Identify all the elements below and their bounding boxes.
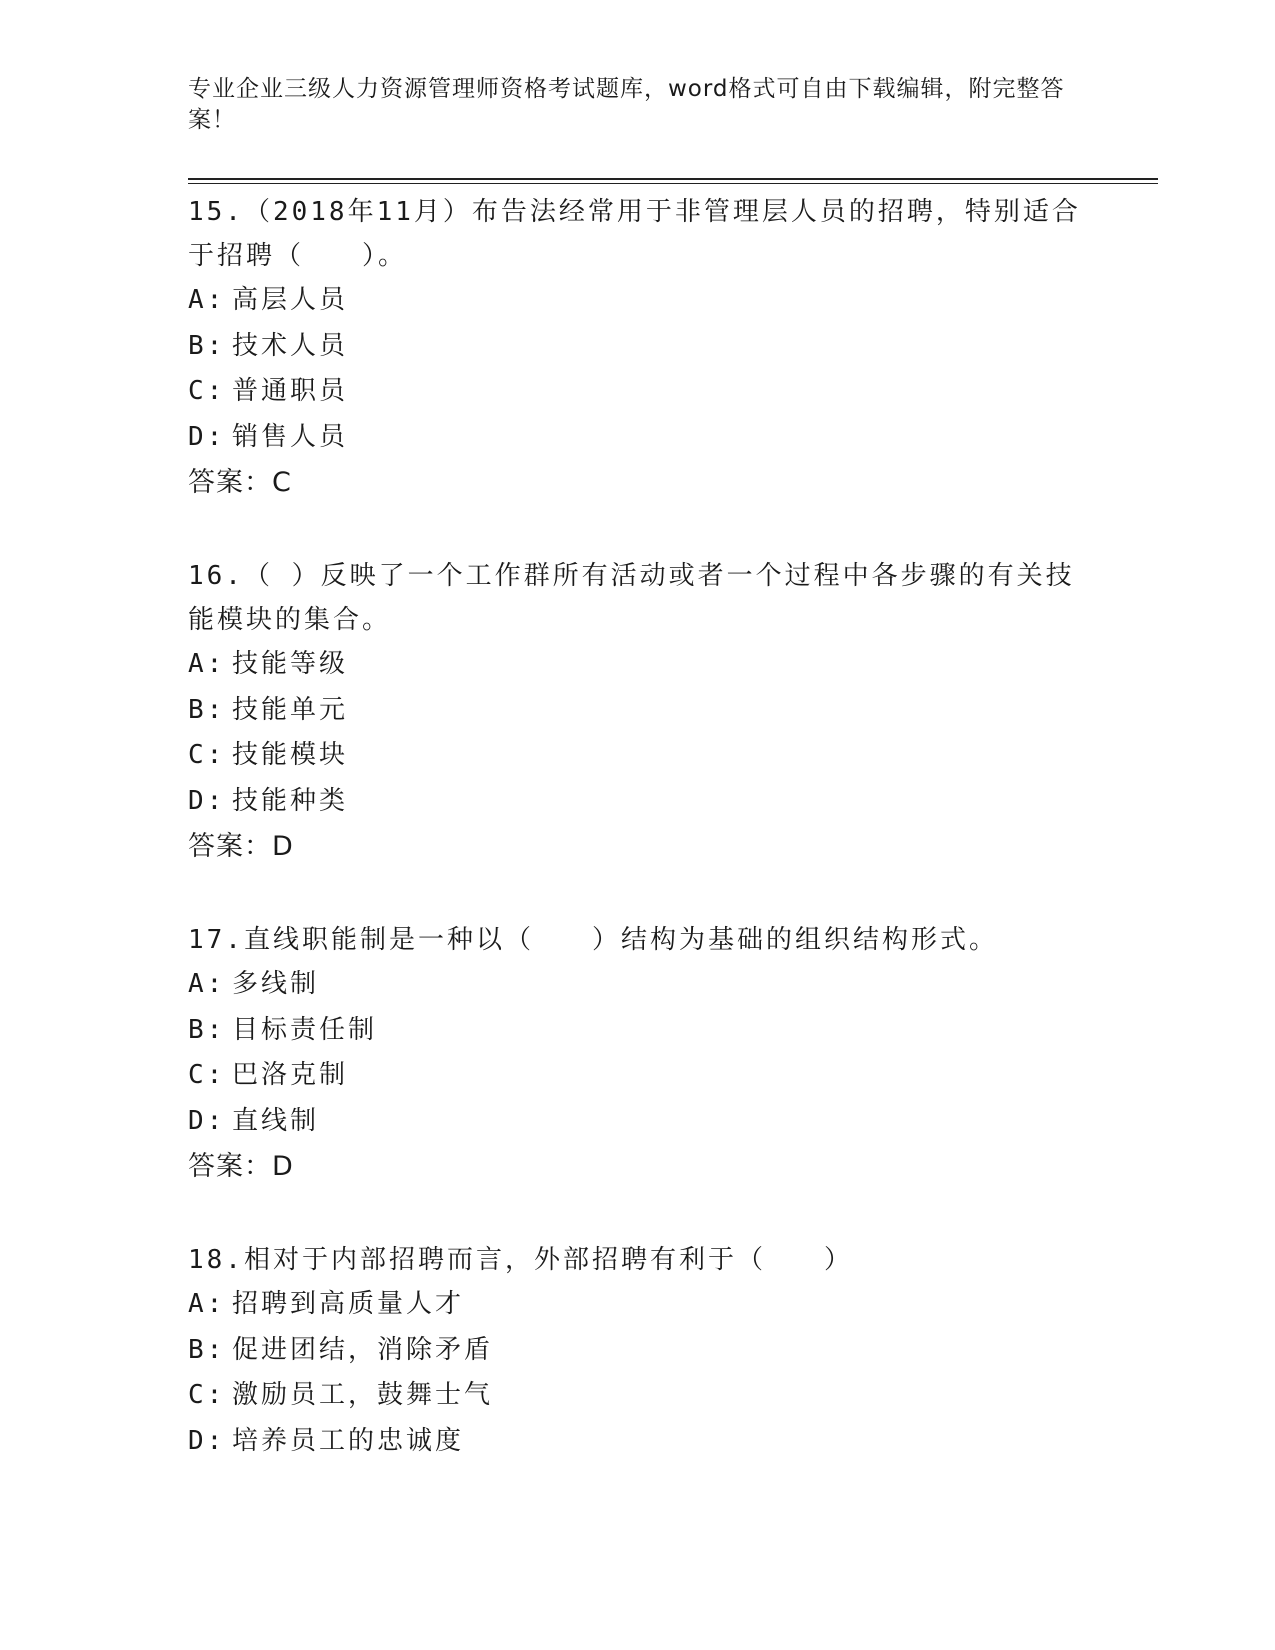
- answer-line: [188, 824, 1088, 870]
- option-text: 技能种类: [232, 785, 349, 816]
- option-d: [188, 1099, 1088, 1145]
- answer-label: 答案：: [188, 467, 272, 498]
- option-key: B:: [188, 330, 226, 361]
- option-text: 培养员工的忠诚度: [232, 1425, 465, 1456]
- option-text: 直线制: [232, 1105, 320, 1136]
- option-key: C:: [188, 1060, 226, 1090]
- option-key: D:: [188, 785, 226, 816]
- option-key: B:: [188, 1334, 226, 1365]
- option-key: A:: [188, 1289, 226, 1319]
- option-c: [188, 1373, 1088, 1419]
- option-text: 技能等级: [232, 649, 349, 679]
- option-key: C:: [188, 740, 226, 770]
- answer-label: 答案：: [188, 1151, 272, 1182]
- option-text: 普通职员: [232, 376, 349, 406]
- option-text: 高层人员: [232, 285, 349, 315]
- header-rule-thick: [188, 178, 1158, 180]
- option-a: [188, 278, 1088, 324]
- question-stem: 16.（ ）反映了一个工作群所有活动或者一个过程中各步骤的有关技能模块的集合。: [188, 561, 1075, 635]
- option-key: C:: [188, 376, 226, 406]
- option-a: [188, 962, 1088, 1008]
- option-c: [188, 1053, 1088, 1099]
- option-text: 目标责任制: [232, 1014, 378, 1045]
- question-16: [188, 554, 1088, 870]
- option-c: [188, 733, 1088, 779]
- option-text: 招聘到高质量人才: [232, 1289, 465, 1319]
- option-text: 促进团结，消除矛盾: [232, 1334, 494, 1365]
- option-d: [188, 1419, 1088, 1465]
- option-d: [188, 779, 1088, 825]
- option-key: D:: [188, 1105, 226, 1136]
- option-text: 多线制: [232, 969, 320, 999]
- question-18: [188, 1238, 1088, 1464]
- option-text: 技能模块: [232, 740, 349, 770]
- question-17: [188, 918, 1088, 1190]
- question-15: [188, 190, 1088, 506]
- option-key: A:: [188, 649, 226, 679]
- option-key: C:: [188, 1380, 226, 1410]
- option-text: 技能单元: [232, 694, 349, 725]
- option-a: [188, 642, 1088, 688]
- header-rule-thin: [188, 183, 1158, 184]
- option-key: D:: [188, 421, 226, 452]
- option-c: [188, 369, 1088, 415]
- answer-line: [188, 460, 1088, 506]
- option-key: A:: [188, 285, 226, 315]
- option-a: [188, 1282, 1088, 1328]
- option-key: B:: [188, 694, 226, 725]
- answer-value: C: [272, 467, 291, 498]
- question-stem: 17.直线职能制是一种以（ ）结构为基础的组织结构形式。: [188, 925, 998, 955]
- question-stem: 18.相对于内部招聘而言，外部招聘有利于（ ）: [188, 1245, 853, 1275]
- answer-value: D: [272, 831, 293, 862]
- option-text: 激励员工，鼓舞士气: [232, 1380, 494, 1410]
- answer-value: D: [272, 1151, 293, 1182]
- page-header: 专业企业三级人力资源管理师资格考试题库，word格式可自由下载编辑，附完整答案！: [188, 76, 1065, 133]
- option-b: [188, 1328, 1088, 1374]
- option-key: A:: [188, 969, 226, 999]
- option-text: 巴洛克制: [232, 1060, 349, 1090]
- question-stem: 15.（2018年11月）布告法经常用于非管理层人员的招聘，特别适合于招聘（ ）。: [188, 197, 1081, 271]
- option-text: 销售人员: [232, 421, 349, 452]
- answer-label: 答案：: [188, 831, 272, 862]
- option-b: [188, 324, 1088, 370]
- option-key: B:: [188, 1014, 226, 1045]
- option-key: D:: [188, 1425, 226, 1456]
- question-list: [188, 190, 1088, 1512]
- option-b: [188, 688, 1088, 734]
- option-d: [188, 415, 1088, 461]
- option-b: [188, 1008, 1088, 1054]
- option-text: 技术人员: [232, 330, 349, 361]
- answer-line: [188, 1144, 1088, 1190]
